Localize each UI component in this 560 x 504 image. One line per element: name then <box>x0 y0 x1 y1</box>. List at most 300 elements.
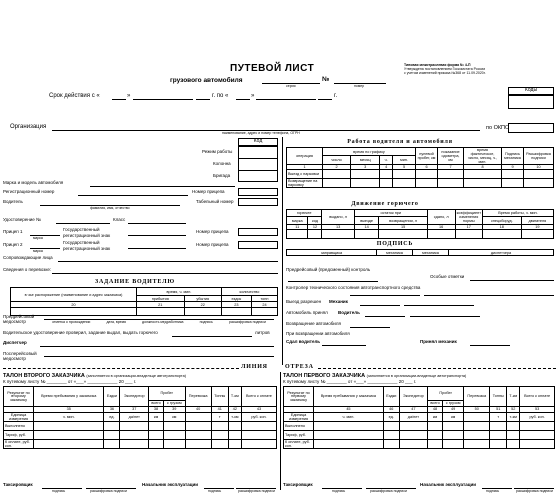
trailer1-number-box[interactable] <box>238 228 278 236</box>
trailer2-model-hint: марка <box>33 249 43 253</box>
c2-unit: руб. коп. <box>241 412 276 421</box>
coupon2-note: (заполняется в организации-владельце автотранспорта) <box>86 374 187 378</box>
task-customer-text: в чье распоряжение (наименование и адрес заказчика) <box>24 292 123 297</box>
hint: дата, время <box>106 320 126 324</box>
fuel-num: 16 <box>427 225 455 230</box>
c1-col-mileage: Пробег <box>428 386 464 400</box>
fuel-num: 18 <box>482 225 521 230</box>
postmed-label: Послерейсовый медосмотр <box>3 351 37 361</box>
trailer1-number-label: Номер прицепа <box>196 229 229 234</box>
c2-cell[interactable] <box>241 439 276 448</box>
fuel-num: 17 <box>455 225 482 230</box>
ops-num: 7 <box>438 164 464 169</box>
fuel-col-handed: сдано, л <box>427 210 455 225</box>
reg-number-field[interactable] <box>78 195 188 196</box>
ops-cell[interactable] <box>323 169 351 178</box>
ops-cell[interactable] <box>393 169 416 178</box>
task-cell[interactable] <box>184 308 221 316</box>
driver-task-caption: ЗАДАНИЕ ВОДИТЕЛЮ <box>95 279 175 285</box>
ops-cell[interactable] <box>524 169 554 178</box>
c2-cell[interactable] <box>164 421 185 430</box>
c2-cell[interactable] <box>149 421 164 430</box>
validity-quote-2: » <box>251 93 255 99</box>
ops-num: 2 <box>323 164 351 169</box>
c1-cell[interactable] <box>428 421 443 430</box>
c1-cell[interactable] <box>490 430 507 439</box>
task-tons-header: тонн <box>251 296 277 302</box>
escort-label: Сопровождающие лица <box>3 255 53 260</box>
cut-label: ОТРЕЗА <box>285 364 314 370</box>
ops-num: 3 <box>351 164 380 169</box>
tab-number-box[interactable] <box>238 198 278 206</box>
ops-cell[interactable] <box>351 178 380 187</box>
coupon1-g: г. <box>413 379 417 385</box>
c1-unit-label: Единица измерения <box>284 412 314 421</box>
c1-col-trips: Ездки <box>383 386 399 406</box>
validity-month-from[interactable] <box>133 99 193 100</box>
c2-col-tons: Тонны <box>211 386 228 406</box>
ops-cell[interactable] <box>438 169 464 178</box>
c1-col-reload: Перевозка <box>464 386 490 406</box>
c2-unit: км <box>149 412 164 421</box>
ops-col-fact: время фактическое, число, месяц, ч., мин. <box>464 148 502 165</box>
c2-cell[interactable] <box>185 439 211 448</box>
trailer1-model-hint: марка <box>33 236 43 240</box>
hint: отметка о прохождении <box>52 320 91 324</box>
fuel-col-special: спецоборуд. <box>482 217 521 225</box>
c2-cell[interactable] <box>185 421 211 430</box>
c2-cell[interactable] <box>241 421 276 430</box>
coupon1-to-list-row: К путевому листу № ________ от «___» ____________ 20 ___ г. <box>283 379 417 385</box>
fuel-num: 14 <box>354 225 379 230</box>
ops-num: 1 <box>287 164 323 169</box>
fuel-num: 12 <box>308 225 322 230</box>
c2-cell[interactable] <box>104 439 120 448</box>
validity-year-end: г. <box>334 93 338 99</box>
license-field[interactable] <box>56 223 110 224</box>
c1-num: 45 <box>314 406 384 412</box>
car-model-field[interactable] <box>90 186 235 187</box>
fuel-amount-field[interactable] <box>172 336 252 337</box>
c1-cell[interactable] <box>428 430 443 439</box>
mechanic-label: Механик <box>329 299 348 304</box>
ops-table <box>286 147 554 188</box>
trailer2-label: Прицеп 2 <box>3 242 23 247</box>
c1-col-tkm: Т-км <box>507 386 520 406</box>
tech-control-sign[interactable] <box>350 295 420 296</box>
c1-unit: т-км <box>507 412 520 421</box>
class-label: Класс <box>113 217 126 222</box>
c1-cell[interactable] <box>464 439 490 448</box>
ops-num: 8 <box>464 164 502 169</box>
precontrol-field[interactable] <box>288 281 378 282</box>
c1-num: 53 <box>520 406 555 412</box>
fuel-col-worktime: Время работы, ч. мин. <box>482 210 553 217</box>
car-model-label: Марка и модель автомобиля <box>3 180 64 185</box>
dispatcher-field[interactable] <box>40 346 274 347</box>
sign-dispatcher: диспетчера <box>449 250 554 256</box>
license-label: Удостоверение № <box>3 217 41 222</box>
validity-month-to[interactable] <box>256 99 316 100</box>
coupon1-table <box>283 386 555 449</box>
fuel-col-coef: коэффициент изменения нормы <box>456 211 481 223</box>
ops-col-operation: операция <box>287 148 323 165</box>
task-num: 22 <box>184 302 221 308</box>
coupon1-to-list: К путевому листу № <box>283 379 326 385</box>
c1-cell[interactable] <box>464 430 490 439</box>
ops-cell[interactable] <box>380 178 393 187</box>
c1-cell[interactable] <box>314 421 384 430</box>
fuel-col-fuel: горючее <box>287 210 322 217</box>
c2-num: 37 <box>120 406 149 412</box>
c2-num: 43 <box>241 406 276 412</box>
c1-cell[interactable] <box>442 430 463 439</box>
coupon2-table <box>3 386 277 449</box>
tech-control-decode[interactable] <box>424 295 554 296</box>
c2-num: 38 <box>149 406 164 412</box>
c1-cell[interactable] <box>314 430 384 439</box>
coupon1-from: от « <box>347 379 357 385</box>
c1-col-total: всего <box>428 400 443 406</box>
car-accepted-label: Автомобиль принял <box>286 310 328 315</box>
garage-number-box[interactable] <box>238 188 278 196</box>
c2-unit-label: Единица измерения <box>4 412 34 421</box>
c1-cell[interactable] <box>428 439 443 448</box>
accepted-sign[interactable] <box>470 345 510 346</box>
ops-col-odometer: показание одометра, км <box>438 148 464 165</box>
codes-header <box>508 87 554 95</box>
ops-cell[interactable] <box>416 178 438 187</box>
c1-row-tariff: Тариф, руб. <box>284 430 314 439</box>
coupon2-caption: ТАЛОН ВТОРОГО ЗАКАЗЧИКА <box>3 373 85 379</box>
c1-cell[interactable] <box>507 439 520 448</box>
task-time-header <box>137 288 222 296</box>
column-label: Колонна <box>213 161 231 166</box>
c1-num: 47 <box>399 406 427 412</box>
ops-num: 9 <box>502 164 524 169</box>
coupon1-note: (заполняется в организации-владельце автотранспорта) <box>366 374 467 378</box>
c1-cell[interactable] <box>507 430 520 439</box>
ops-row-return: Возвращение на парковку <box>287 178 323 187</box>
c2-cell[interactable] <box>185 430 211 439</box>
return-field[interactable] <box>350 327 390 328</box>
c2-cell[interactable] <box>149 439 164 448</box>
c2-cell[interactable] <box>120 439 149 448</box>
sig-hint: расшифровка подписи <box>90 489 127 493</box>
c2-col-time: Время пребывания у заказчика <box>34 386 104 406</box>
exit-mech-decode[interactable] <box>404 305 474 306</box>
validity-to-label: г. по « <box>212 93 229 99</box>
c2-num: 39 <box>164 406 185 412</box>
coupon2-year: 20 <box>118 379 124 385</box>
c1-unit: руб. коп. <box>520 412 555 421</box>
escort-field[interactable] <box>58 261 278 262</box>
c2-cell[interactable] <box>34 439 104 448</box>
class-field[interactable] <box>128 223 186 224</box>
ops-cell[interactable] <box>464 169 502 178</box>
work-mode-label: Режим работы <box>202 149 233 154</box>
sig-hint: расшифровка подписи <box>516 489 553 493</box>
c1-cell[interactable] <box>490 439 507 448</box>
trailer1-reg-field[interactable] <box>128 235 186 236</box>
special-marks-field[interactable] <box>470 280 554 281</box>
sign-caption: ПОДПИСЬ <box>376 241 414 247</box>
special-marks-label: Особые отметки <box>430 274 465 279</box>
fuel-table <box>286 209 554 239</box>
ops-num: 10 <box>524 164 554 169</box>
ops-cell[interactable] <box>502 169 524 178</box>
c1-cell[interactable] <box>464 421 490 430</box>
premed-hints <box>44 321 274 325</box>
c1-unit: км <box>442 412 463 421</box>
c2-cell[interactable] <box>211 421 228 430</box>
return-label: Возвращение автомобиля <box>286 321 341 326</box>
c2-cell[interactable] <box>228 421 241 430</box>
okpo-box[interactable] <box>508 123 554 133</box>
ops-cell[interactable] <box>438 178 464 187</box>
driver-w-label: Водитель <box>338 310 360 315</box>
premed-label: Предрейсовый медосмотр <box>3 314 35 324</box>
ops-cell[interactable] <box>380 169 393 178</box>
task-num: 20 <box>11 302 137 308</box>
c2-unit: ч. мин. <box>34 412 104 421</box>
c2-col-tkm: Т-км <box>228 386 241 406</box>
task-time-text: время, ч. мин. <box>166 289 192 294</box>
fuel-col-engine: двигателя <box>521 217 553 225</box>
c2-cell[interactable] <box>211 439 228 448</box>
c1-cell[interactable] <box>383 421 399 430</box>
fuel-cell[interactable] <box>427 230 455 239</box>
c1-col-tons: Тонны <box>490 386 507 406</box>
ops-col-sig-disp: Расшифровка подписи <box>524 148 554 165</box>
number-hint: номер <box>354 84 365 88</box>
fuel-num: 13 <box>322 225 354 230</box>
ops-num: 5 <box>393 164 416 169</box>
fuel-cell[interactable] <box>322 230 354 239</box>
coupon1-year: 20 <box>398 379 404 385</box>
form-note-line: Утверждена постановлением Госкомстата России <box>404 66 486 71</box>
coupon2-to-list: К путевому листу № <box>3 379 46 385</box>
c1-unit: ед. <box>383 412 399 421</box>
c2-col-cargo: с грузом <box>164 400 185 406</box>
c2-cell[interactable] <box>34 430 104 439</box>
sig-hint: подпись <box>332 489 346 493</box>
c1-col-result: Результат по первому заказчику <box>284 386 314 406</box>
fuel-col-issued: выдано, л <box>322 210 354 225</box>
c1-col-cargo: с грузом <box>442 400 463 406</box>
task-arrival-header: прибытия <box>137 296 185 302</box>
c2-num: 42 <box>228 406 241 412</box>
c2-cell[interactable] <box>120 430 149 439</box>
taxation-label-left: Таксировщик <box>3 482 33 487</box>
coupon-first <box>283 373 555 449</box>
validity-day-from[interactable] <box>112 99 126 100</box>
c1-cell[interactable] <box>520 430 555 439</box>
task-customer-header <box>11 288 137 302</box>
c1-cell[interactable] <box>507 421 520 430</box>
c1-num: 51 <box>490 406 507 412</box>
c2-cell[interactable] <box>164 430 185 439</box>
c2-unit: да/нет <box>120 412 149 421</box>
c2-col-mileage: Пробег <box>149 386 185 400</box>
task-num: 23 <box>221 302 251 308</box>
ops-col-zero: нулевой пробег, км <box>416 148 438 165</box>
c2-col-reload: Перевозка <box>185 386 211 406</box>
fuel-cell[interactable] <box>308 230 322 239</box>
c2-row-done: Выполнено <box>4 421 34 430</box>
c1-cell[interactable] <box>399 430 427 439</box>
dispatcher-label: Диспетчер <box>3 340 27 345</box>
task-count-header <box>221 288 277 296</box>
ops-row-exit: Выезд с парковки <box>287 169 323 178</box>
okpo-label: по ОКПО <box>486 125 510 131</box>
liters-label: литров <box>255 330 270 335</box>
sign-refueler: заправщика <box>287 250 377 256</box>
c2-unit: т-км <box>228 412 241 421</box>
c2-row-topay: К оплате, руб. коп. <box>4 439 34 448</box>
fuel-cell[interactable] <box>354 230 379 239</box>
c2-num: 36 <box>104 406 120 412</box>
c1-cell[interactable] <box>399 439 427 448</box>
form-note-line: Типовая межотраслевая форма № 4-П <box>404 63 471 67</box>
coupon1-caption: ТАЛОН ПЕРВОГО ЗАКАЗЧИКА <box>283 373 366 379</box>
fuel-num: 11 <box>287 225 308 230</box>
c2-cell[interactable] <box>211 430 228 439</box>
ops-cell[interactable] <box>323 178 351 187</box>
driver-label: Водитель <box>3 199 23 204</box>
when-returning-label: При возвращении автомобиля <box>286 331 350 336</box>
c2-cell[interactable] <box>228 430 241 439</box>
hint: подпись <box>199 320 213 324</box>
c1-cell[interactable] <box>520 439 555 448</box>
handed-sign[interactable] <box>322 345 366 346</box>
ops-col-month: месяц <box>351 156 380 164</box>
tab-number-label: Табельный номер <box>196 199 234 204</box>
task-cell[interactable] <box>221 308 251 316</box>
organization-label: Организация <box>10 124 47 130</box>
exploitation-label-left: Начальник эксплуатации <box>142 482 199 487</box>
driver-check-label: Водительское удостоверение проверил, задание выдал, выдать горючего <box>3 330 158 335</box>
fuel-cell[interactable] <box>379 230 427 239</box>
trailer1-label: Прицеп 1 <box>3 229 23 234</box>
trailer2-sign-label: Государственный <box>63 240 100 245</box>
postmed-field[interactable] <box>44 356 274 357</box>
c2-num: 35 <box>34 406 104 412</box>
c2-unit <box>185 412 211 421</box>
tech-control-label: Контролер технического состояния автотранспортного средства <box>286 285 421 290</box>
c1-cell[interactable] <box>399 421 427 430</box>
exit-allowed-label: Выезд разрешен <box>286 299 322 304</box>
ops-caption: Работа водителя и автомобиля <box>347 139 453 145</box>
coupon2-from: от « <box>67 379 77 385</box>
c1-unit <box>464 412 490 421</box>
c2-cell[interactable] <box>241 430 276 439</box>
fuel-col-exit: выезде <box>354 217 379 225</box>
kod-boxes[interactable] <box>238 146 278 182</box>
ops-col-sig-mech: Подпись механика <box>502 148 524 165</box>
task-cell[interactable] <box>251 308 277 316</box>
ops-col-min: мин. <box>393 156 416 164</box>
trailer2-number-label: Номер прицепа <box>196 242 229 247</box>
c2-col-topay: Всего к оплате <box>241 386 276 406</box>
c1-cell[interactable] <box>490 421 507 430</box>
c2-unit: км <box>164 412 185 421</box>
c2-num: 40 <box>185 406 211 412</box>
validity-day-to[interactable] <box>236 99 250 100</box>
c1-cell[interactable] <box>383 439 399 448</box>
c2-unit: ед. <box>104 412 120 421</box>
garage-number-label: Номер прицепа <box>192 189 225 194</box>
hint: должность медработника <box>142 320 184 324</box>
trailer2-number-box[interactable] <box>238 241 278 249</box>
validity-year-from[interactable] <box>196 99 210 100</box>
c1-cell[interactable] <box>383 430 399 439</box>
c1-cell[interactable] <box>314 439 384 448</box>
exploitation-label-right: Начальник эксплуатации <box>420 482 477 487</box>
c2-col-total: всего <box>149 400 164 406</box>
ops-cell[interactable] <box>393 178 416 187</box>
task-count-text: количество <box>239 289 260 294</box>
number-sign: № <box>322 76 330 83</box>
reg-number-label: Регистрационный номер <box>3 189 55 194</box>
ops-cell[interactable] <box>524 178 554 187</box>
series-hint: серия <box>286 84 296 88</box>
fuel-col-brand: марка <box>287 217 308 225</box>
c2-cell[interactable] <box>228 439 241 448</box>
c2-cell[interactable] <box>149 430 164 439</box>
ops-cell[interactable] <box>464 178 502 187</box>
ops-cell[interactable] <box>502 178 524 187</box>
trailer2-reg-field[interactable] <box>128 248 186 249</box>
line-label: ЛИНИЯ <box>241 364 268 370</box>
c1-cell[interactable] <box>442 421 463 430</box>
c2-row-tariff: Тариф, руб. <box>4 430 34 439</box>
transport-info-field[interactable] <box>52 273 278 274</box>
fuel-cell[interactable] <box>287 230 308 239</box>
fuel-col-remain: остаток при <box>354 210 427 217</box>
ops-cell[interactable] <box>351 169 380 178</box>
exit-mech-sign[interactable] <box>360 305 400 306</box>
fuel-cell[interactable] <box>482 230 521 239</box>
c2-cell[interactable] <box>164 439 185 448</box>
sig-hint: расшифровка подписи <box>238 489 275 493</box>
c2-cell[interactable] <box>34 421 104 430</box>
ops-col-day: число <box>323 156 351 164</box>
sign-table <box>286 249 554 256</box>
accepted-driver-decode[interactable] <box>410 316 480 317</box>
c2-cell[interactable] <box>104 421 120 430</box>
fuel-col-return: возвращении, л <box>379 217 427 225</box>
c2-cell[interactable] <box>120 421 149 430</box>
task-num: 24 <box>251 302 277 308</box>
c2-cell[interactable] <box>104 430 120 439</box>
c1-num: 48 <box>428 406 443 412</box>
validity-quote: » <box>127 93 131 99</box>
c1-cell[interactable] <box>442 439 463 448</box>
c1-cell[interactable] <box>520 421 555 430</box>
c1-unit: т <box>490 412 507 421</box>
c2-col-trips: Ездки <box>104 386 120 406</box>
task-cell[interactable] <box>137 308 185 316</box>
ops-cell[interactable] <box>416 169 438 178</box>
codes-form-box[interactable] <box>508 95 554 109</box>
page-title: ПУТЕВОЙ ЛИСТ <box>230 63 315 74</box>
accepted-driver-sign[interactable] <box>365 316 405 317</box>
c1-col-exp: Экспедитор <box>399 386 427 406</box>
fuel-cell[interactable] <box>521 230 553 239</box>
fuel-cell[interactable] <box>455 230 482 239</box>
validity-year-to[interactable] <box>318 99 332 100</box>
